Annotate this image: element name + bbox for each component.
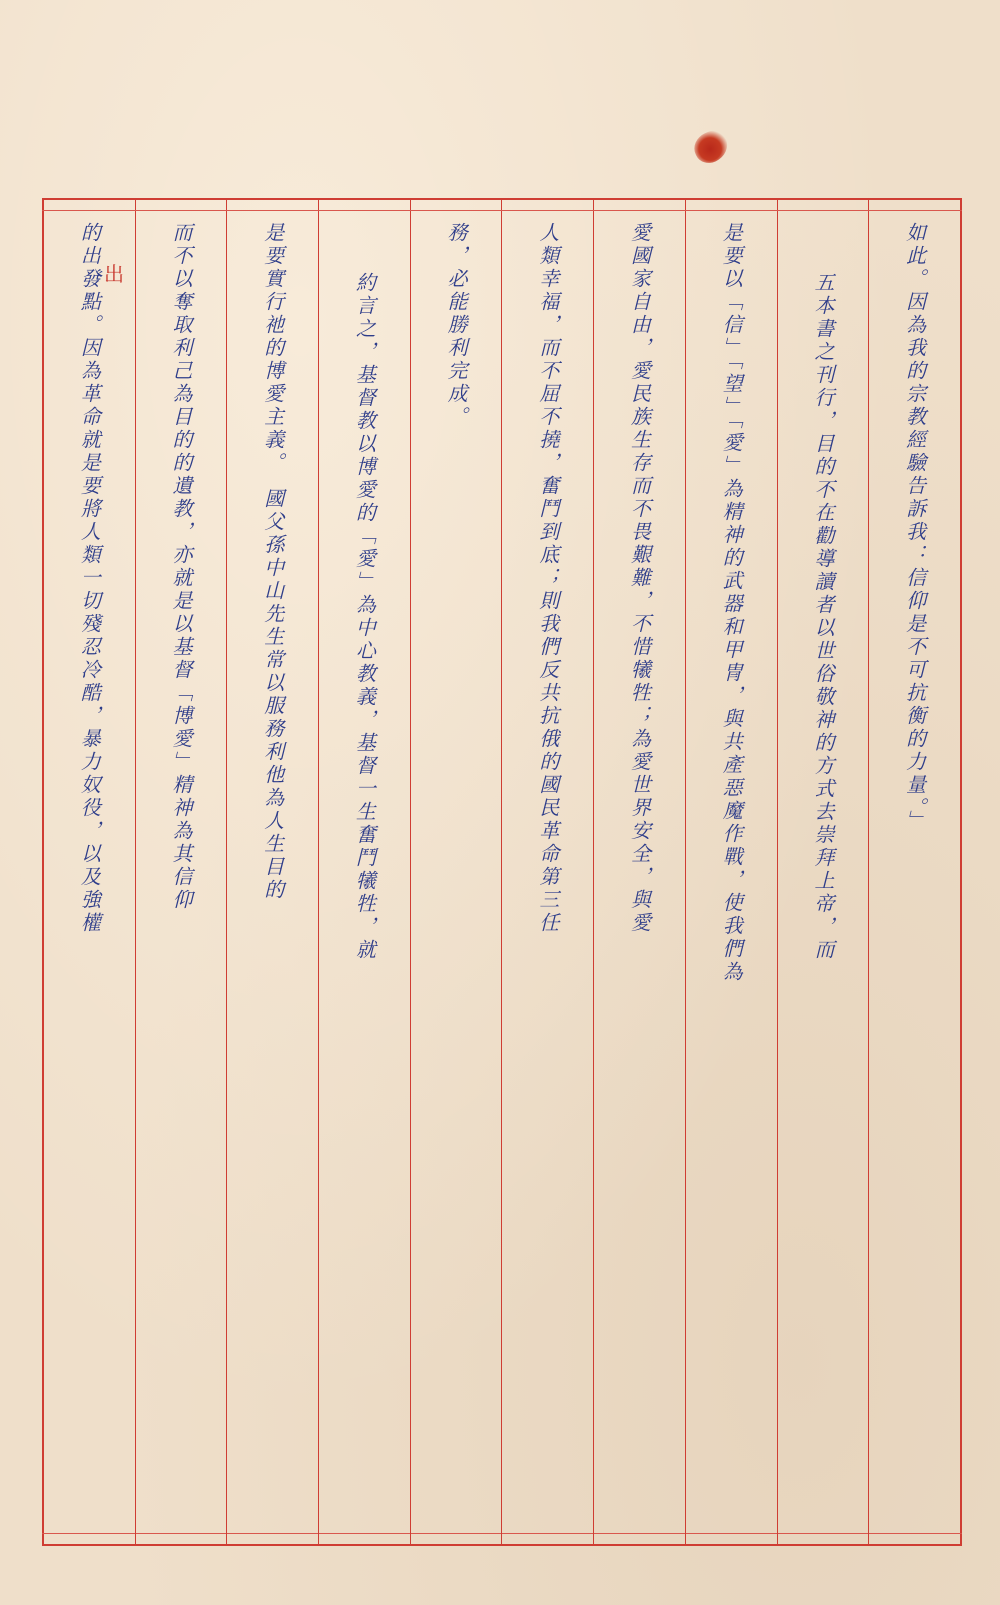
manuscript-grid <box>42 198 962 1546</box>
column-text: 愛國家自由，愛民族生存而不畏艱難，不惜犧牲；為愛世界安全，與愛 <box>627 222 652 935</box>
column-text: 是要以「信」「望」「愛」為精神的武器和甲冑，與共產惡魔作戰，使我們為 <box>719 222 744 984</box>
manuscript-column-2 <box>777 200 869 1544</box>
column-text: 而不以奪取利己為目的的遺教，亦就是以基督「博愛」精神為其信仰 <box>169 222 194 912</box>
manuscript-column-6 <box>410 200 502 1544</box>
column-text: 是要實行祂的博愛主義。 國父孫中山先生常以服務利他為人生目的 <box>260 222 285 902</box>
margin-correction-mark: 出 <box>104 262 124 286</box>
column-text: 務，必能勝利完成。 <box>444 222 469 429</box>
manuscript-column-9 <box>135 200 227 1544</box>
column-text: 如此。因為我的宗教經驗告訴我：信仰是不可抗衡的力量。」 <box>902 222 927 833</box>
manuscript-column-1 <box>868 200 960 1544</box>
manuscript-column-10 <box>44 200 135 1544</box>
manuscript-column-7 <box>318 200 410 1544</box>
manuscript-column-8 <box>226 200 318 1544</box>
column-text: 五本書之刊行，目的不在勸導讀者以世俗敬神的方式去崇拜上帝，而 <box>810 272 835 962</box>
column-text: 的出發點。因為革命就是要將人類一切殘忍冷酷，暴力奴役，以及強權 <box>77 222 102 935</box>
red-ink-blot <box>689 126 732 168</box>
column-text: 約言之，基督教以博愛的「愛」為中心教義，基督一生奮鬥犧牲，就 <box>352 272 377 962</box>
manuscript-column-3 <box>685 200 777 1544</box>
column-text: 人類幸福，而不屈不撓，奮鬥到底；則我們反共抗俄的國民革命第三任 <box>535 222 560 935</box>
manuscript-column-4 <box>593 200 685 1544</box>
manuscript-column-5 <box>501 200 593 1544</box>
